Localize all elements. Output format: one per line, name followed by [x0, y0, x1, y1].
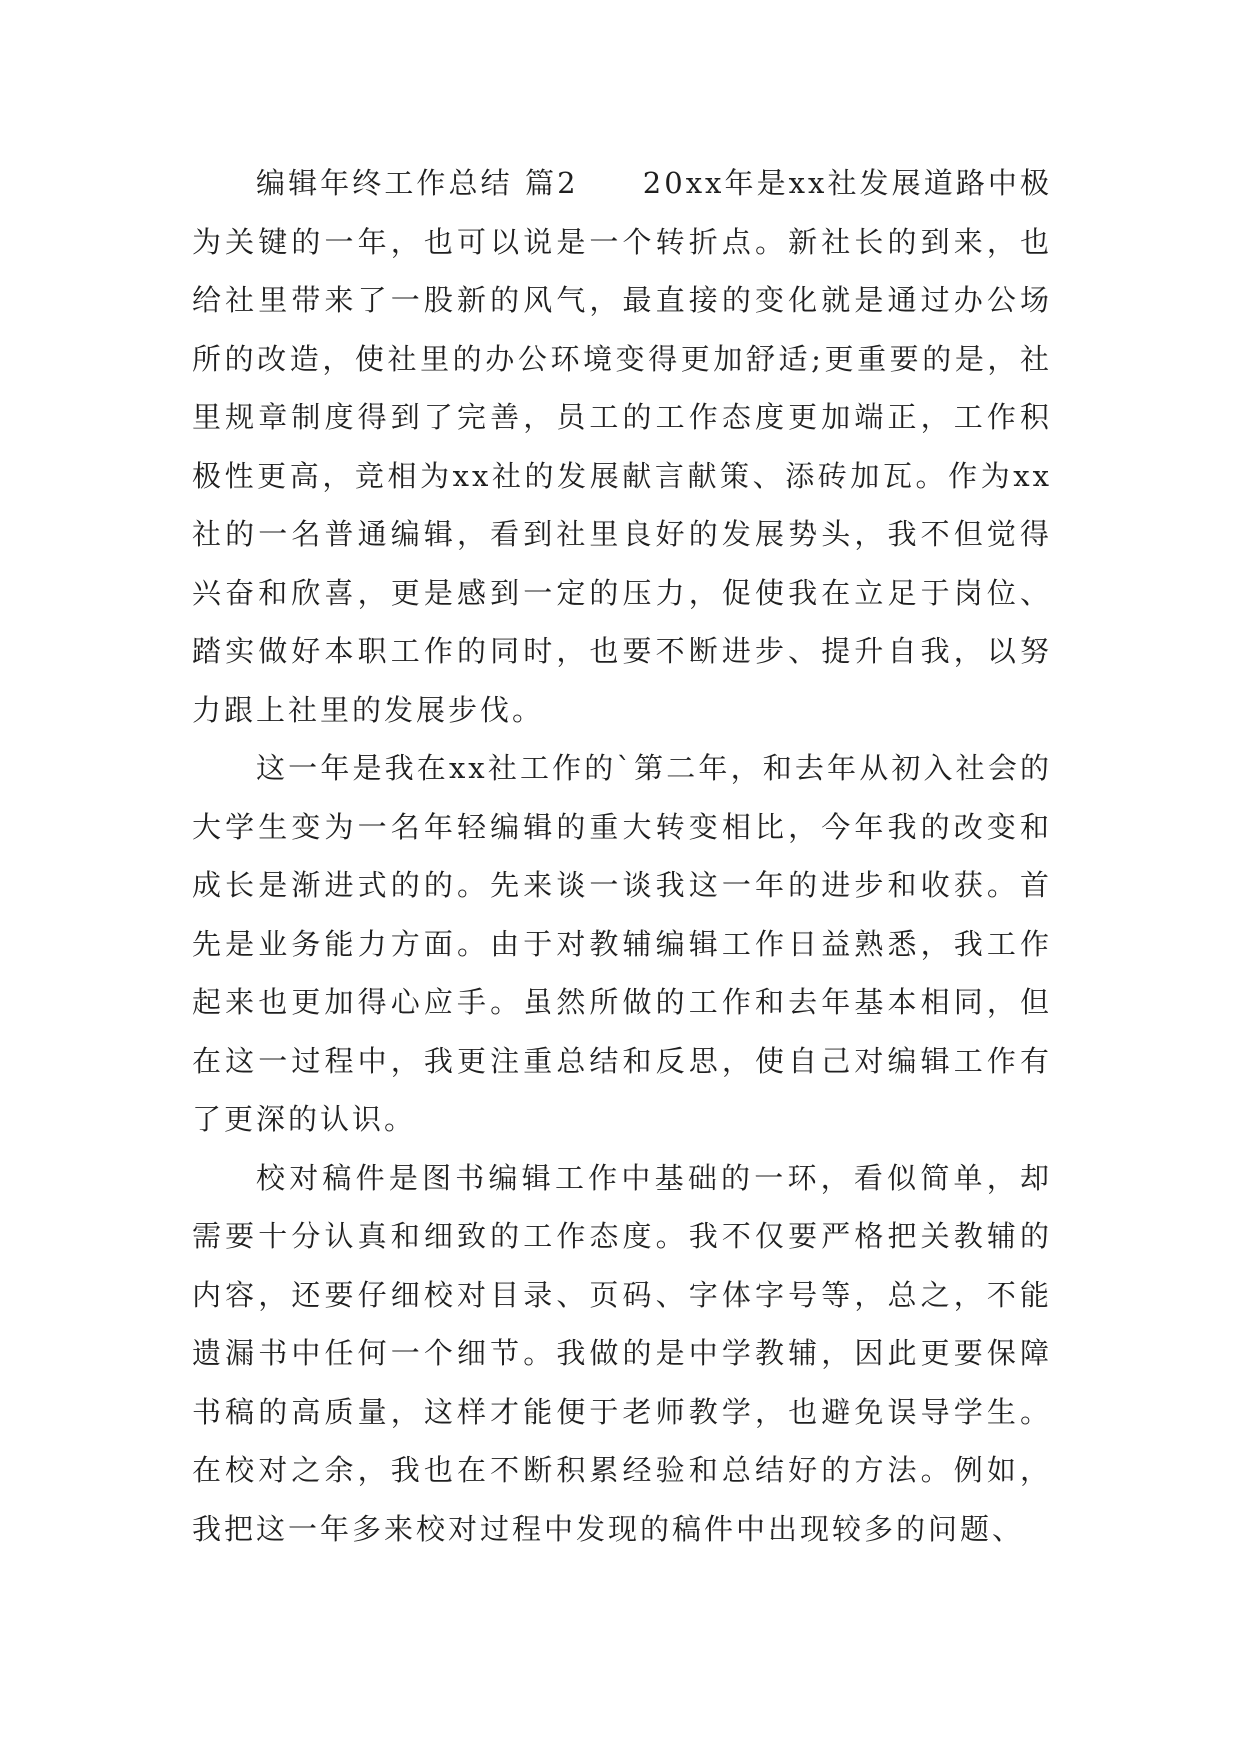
- paragraph-3: 校对稿件是图书编辑工作中基础的一环，看似简单，却需要十分认真和细致的工作态度。我不仅要严格把关教辅的内容，还要仔细校对目录、页码、字体字号等，总之，不能遗漏书中任何一个细节。我做的是中学教辅，因此更要保障书稿的高质量，这样才能便于老师教学，也避免误导学生。在校对之余，我也在不断积累经验和总结好的方法。例如，我把这一年多来校对过程中发现的稿件中出现较多的问题、: [192, 1160, 1052, 1546]
- paragraph-2: 这一年是我在xx社工作的`第二年，和去年从初入社会的大学生变为一名年轻编辑的重大转变相比，今年我的改变和成长是渐进式的的。先来谈一谈我这一年的进步和收获。首先是业务能力方面。由于对教辅编辑工作日益熟悉，我工作起来也更加得心应手。虽然所做的工作和去年基本相同，但在这一过程中，我更注重总结和反思，使自己对编辑工作有了更深的认识。: [192, 751, 1052, 1136]
- document-body: [192, 154, 1052, 1558]
- paragraph-1: 编辑年终工作总结 篇2 20xx年是xx社发展道路中极为关键的一年，也可以说是一个转折点。新社长的到来，也给社里带来了一股新的风气，最直接的变化就是通过办公场所的改造，使社里的办公环境变得更加舒适;更重要的是，社里规章制度得到了完善，员工的工作态度更加端正，工作积极性更高，竞相为xx社的发展献言献策、添砖加瓦。作为xx社的一名普通编辑，看到社里良好的发展势头，我不但觉得兴奋和欣喜，更是感到一定的压力，促使我在立足于岗位、踏实做好本职工作的同时，也要不断进步、提升自我，以努力跟上社里的发展步伐。: [192, 166, 1052, 727]
